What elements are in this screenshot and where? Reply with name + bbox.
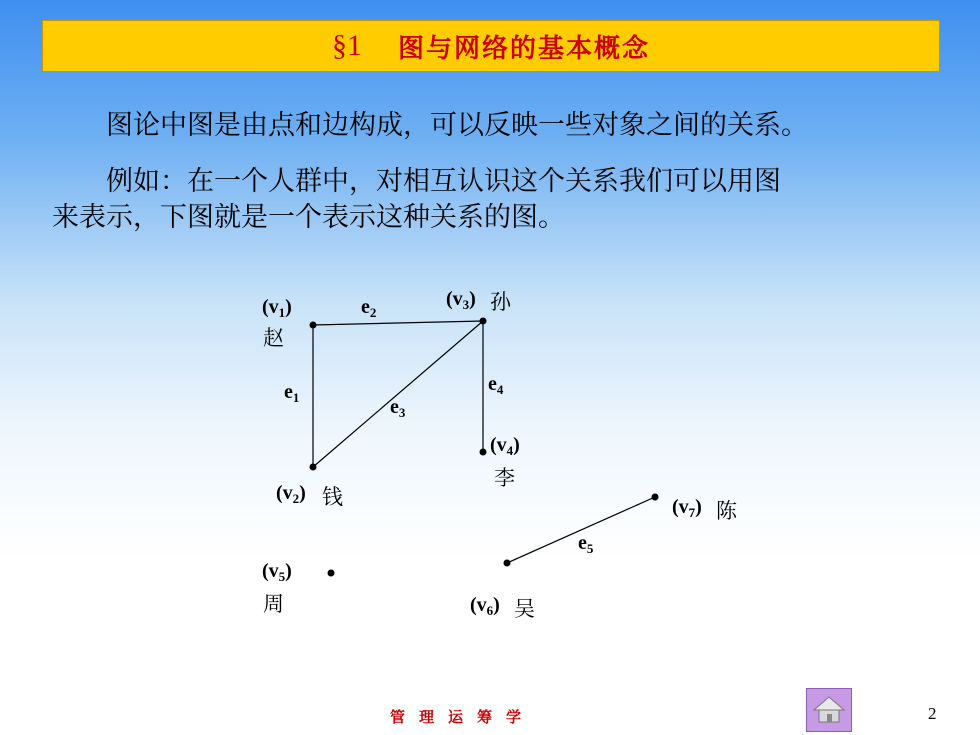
section-number: §1 (331, 29, 362, 62)
vertex-label-v1: $(v_1)$ (262, 296, 292, 320)
vertex-label-v3: $(v_3)$ (446, 288, 476, 312)
edge-label-e1: $e_1$ (284, 381, 300, 405)
vertex-name-v4: 李 (494, 466, 515, 490)
vertex-label-v2: $(v_2)$ (276, 482, 306, 506)
vertex-label-v4: $(v_4)$ (490, 434, 520, 458)
page-title: 图与网络的基本概念 (397, 33, 650, 64)
vertex-v4 (480, 449, 487, 456)
course-name: 管理运筹学 (390, 708, 536, 726)
example-paragraph-line1: 例如：在一个人群中，对相互认识这个关系我们可以用图 (106, 166, 781, 197)
vertex-name-v1: 赵 (263, 326, 284, 350)
edge-e3 (313, 321, 483, 467)
vertex-v6 (504, 560, 511, 567)
vertex-name-v5: 周 (263, 592, 284, 616)
vertex-name-v3: 孙 (490, 290, 511, 314)
vertex-label-v6: $(v_6)$ (470, 594, 500, 618)
edge-label-e5: $e_5$ (578, 532, 594, 556)
page-number: 2 (928, 704, 937, 723)
vertex-name-v2: 钱 (322, 485, 343, 509)
home-icon (812, 695, 846, 725)
home-button[interactable] (806, 688, 852, 732)
edge-e2 (313, 321, 483, 325)
intro-paragraph: 图论中图是由点和边构成，可以反映一些对象之间的关系。 (106, 110, 808, 141)
vertex-v5 (328, 570, 335, 577)
vertex-v1 (310, 322, 317, 329)
vertex-label-v5: $(v_5)$ (262, 560, 292, 584)
edge-label-e4: $e_4$ (488, 373, 504, 397)
example-paragraph-line2: 来表示，下图就是一个表示这种关系的图。 (52, 202, 565, 233)
vertex-label-v7: $(v_7)$ (672, 496, 702, 520)
edge-label-e3: $e_3$ (390, 396, 406, 420)
vertex-name-v7: 陈 (716, 499, 737, 523)
vertex-v2 (310, 464, 317, 471)
vertex-v7 (652, 494, 659, 501)
vertex-name-v6: 吴 (514, 597, 535, 621)
vertex-v3 (480, 318, 487, 325)
edge-label-e2: $e_2$ (361, 296, 377, 320)
